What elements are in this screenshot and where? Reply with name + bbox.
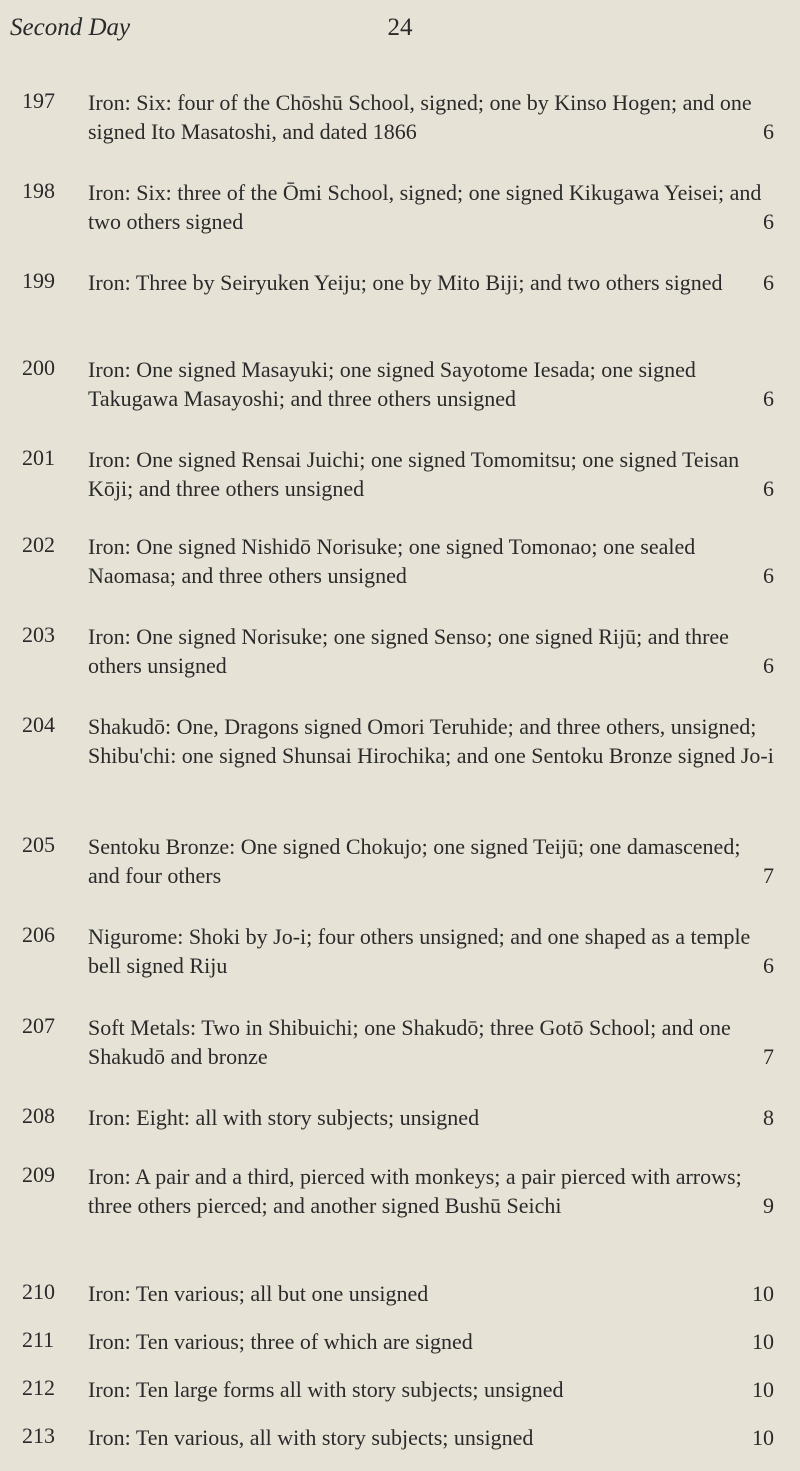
lot-quantity: 9 bbox=[763, 1193, 774, 1218]
lot-description: Iron: One signed Masayuki; one signed Sayotome Iesada; one signed Takugawa Masayoshi; and three others unsigned bbox=[88, 357, 696, 411]
lot-description: Iron: Three by Seiryuken Yeiju; one by Mito Biji; and two others signed bbox=[88, 270, 723, 295]
lot-number: 204 bbox=[22, 712, 55, 737]
lot-description: Sentoku Bronze: One signed Chokujo; one signed Teijū; one damascened; and four others bbox=[88, 834, 741, 888]
lot-entry bbox=[0, 532, 800, 622]
lot-entry bbox=[0, 1423, 800, 1471]
lot-entry bbox=[0, 622, 800, 712]
lot-number: 207 bbox=[22, 1013, 55, 1038]
lot-number: 201 bbox=[22, 445, 55, 470]
lot-number: 205 bbox=[22, 832, 55, 857]
page-header bbox=[10, 14, 790, 48]
lot-list bbox=[0, 88, 800, 1471]
lot-number: 197 bbox=[22, 88, 55, 113]
lot-description: Nigurome: Shoki by Jo-i; four others unsigned; and one shaped as a temple bell signed Riju bbox=[88, 924, 751, 978]
lot-quantity: 6 bbox=[763, 653, 774, 678]
lot-number: 212 bbox=[22, 1375, 55, 1400]
lot-entry bbox=[0, 1013, 800, 1103]
lot-quantity: 6 bbox=[763, 270, 774, 295]
lot-entry bbox=[0, 88, 800, 178]
lot-quantity: 7 bbox=[763, 1044, 774, 1069]
lot-number: 208 bbox=[22, 1103, 55, 1128]
lot-entry bbox=[0, 832, 800, 922]
lot-description: Iron: Ten large forms all with story subjects; unsigned bbox=[88, 1377, 564, 1402]
lot-number: 210 bbox=[22, 1279, 55, 1304]
lot-number: 198 bbox=[22, 178, 55, 203]
lot-description: Iron: Eight: all with story subjects; unsigned bbox=[88, 1105, 480, 1130]
lot-number: 206 bbox=[22, 922, 55, 947]
lot-entry bbox=[0, 1279, 800, 1327]
lot-entry bbox=[0, 355, 800, 445]
page-number: 24 bbox=[387, 14, 413, 41]
lot-quantity: 6 bbox=[763, 476, 774, 501]
lot-entry bbox=[0, 1103, 800, 1162]
lot-entry bbox=[0, 268, 800, 355]
lot-description: Soft Metals: Two in Shibuichi; one Shakudō; three Gotō School; and one Shakudō and bronze bbox=[88, 1015, 731, 1069]
lot-number: 213 bbox=[22, 1423, 55, 1448]
lot-entry bbox=[0, 445, 800, 532]
lot-entry bbox=[0, 1327, 800, 1375]
lot-description: Iron: One signed Rensai Juichi; one signed Tomomitsu; one signed Teisan Kōji; and three others unsigned bbox=[88, 447, 740, 501]
lot-quantity: 10 bbox=[752, 1377, 774, 1402]
lot-description: Iron: One signed Nishidō Norisuke; one signed Tomonao; one sealed Naomasa; and three others unsigned bbox=[88, 534, 696, 588]
lot-description: Iron: A pair and a third, pierced with monkeys; a pair pierced with arrows; three others pierced; and another signed Bushū Seichi bbox=[88, 1164, 742, 1218]
lot-number: 200 bbox=[22, 355, 55, 380]
lot-quantity: 10 bbox=[752, 1425, 774, 1450]
lot-number: 199 bbox=[22, 268, 55, 293]
lot-entry bbox=[0, 178, 800, 268]
lot-description: Iron: Ten various; all but one unsigned bbox=[88, 1281, 429, 1306]
lot-quantity: 7 bbox=[763, 863, 774, 888]
section-title: Second Day bbox=[10, 14, 131, 41]
lot-quantity: 6 bbox=[763, 209, 774, 234]
lot-quantity: 6 bbox=[763, 119, 774, 144]
lot-quantity: 6 bbox=[763, 386, 774, 411]
lot-quantity: 10 bbox=[752, 1281, 774, 1306]
lot-quantity: 6 bbox=[763, 953, 774, 978]
lot-quantity: 6 bbox=[763, 563, 774, 588]
lot-description: Iron: One signed Norisuke; one signed Senso; one signed Rijū; and three others unsigned bbox=[88, 624, 729, 678]
lot-entry bbox=[0, 922, 800, 1013]
lot-quantity: 10 bbox=[752, 1329, 774, 1354]
lot-number: 203 bbox=[22, 622, 55, 647]
lot-number: 211 bbox=[22, 1327, 55, 1352]
lot-entry bbox=[0, 1375, 800, 1423]
lot-description: Iron: Ten various; three of which are signed bbox=[88, 1329, 473, 1354]
lot-quantity: 8 bbox=[763, 1105, 774, 1130]
lot-number: 209 bbox=[22, 1162, 55, 1187]
lot-description: Shakudō: One, Dragons signed Omori Teruhide; and three others, unsigned; Shibu'chi: one signed Shunsai Hirochika; and one Sentoku Bronze signed Jo-i bbox=[88, 714, 774, 768]
lot-description: Iron: Six: three of the Ōmi School, signed; one signed Kikugawa Yeisei; and two others signed bbox=[88, 180, 762, 234]
lot-description: Iron: Six: four of the Chōshū School, signed; one by Kinso Hogen; and one signed Ito Masatoshi, and dated 1866 bbox=[88, 90, 752, 144]
lot-entry bbox=[0, 1162, 800, 1279]
lot-entry bbox=[0, 712, 800, 832]
lot-number: 202 bbox=[22, 532, 55, 557]
lot-description: Iron: Ten various, all with story subjects; unsigned bbox=[88, 1425, 534, 1450]
